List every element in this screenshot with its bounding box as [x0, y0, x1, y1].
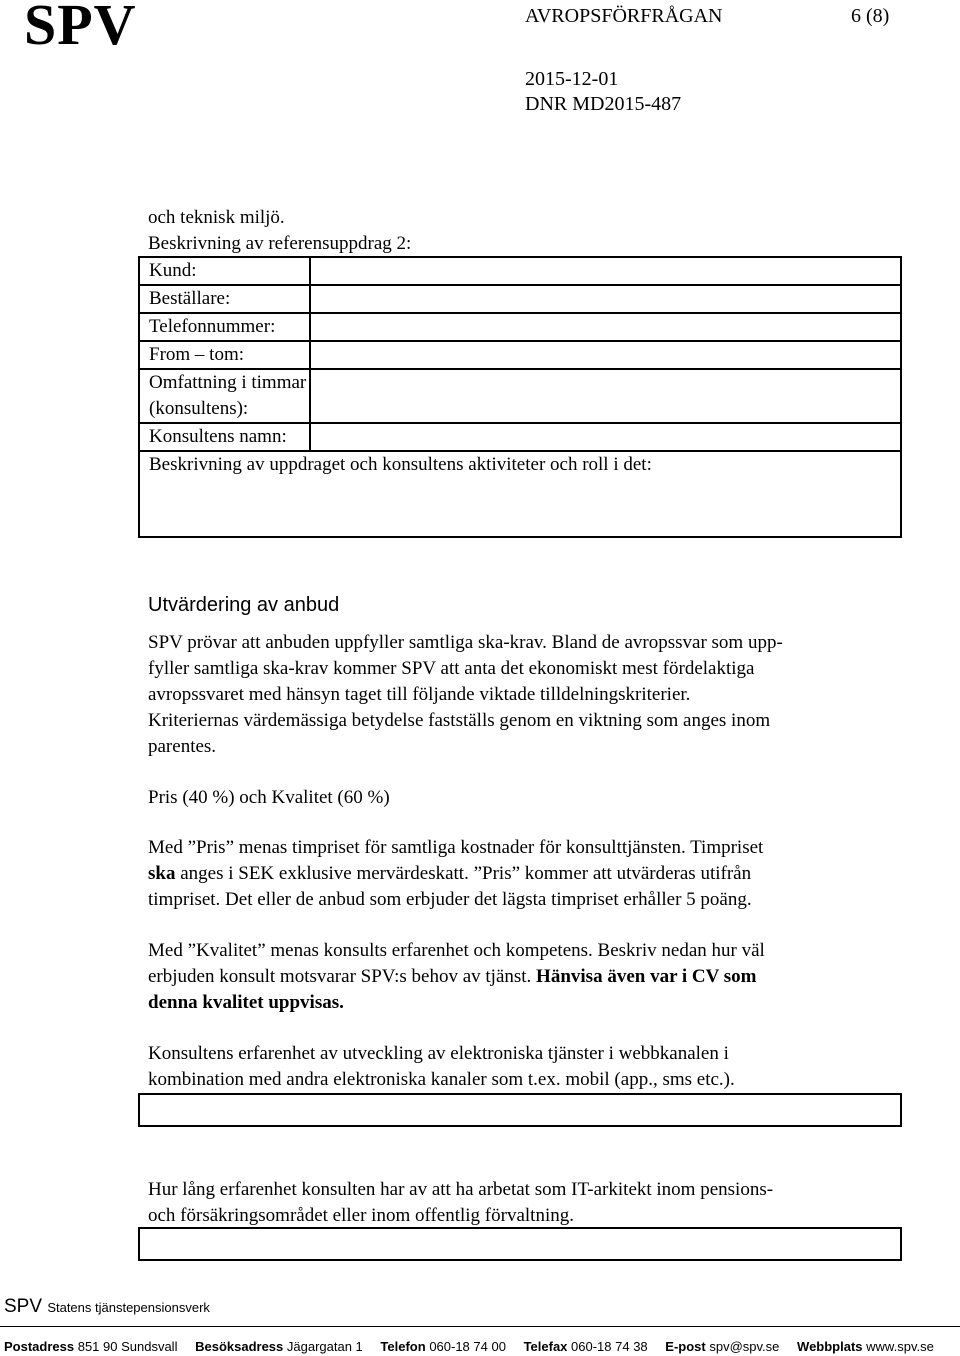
label-bestallare: Beställare: — [139, 285, 310, 313]
paragraph-line — [148, 861, 763, 887]
email-link[interactable]: spv@spv.se — [709, 1339, 780, 1354]
spv-logo: SPV — [24, 0, 137, 57]
input-bestallare[interactable] — [310, 285, 901, 313]
table-row — [139, 257, 901, 285]
paragraph-line: Hur lång erfarenhet konsulten har av att ha arbetat som IT-arkitekt inom pensions- — [148, 1179, 774, 1200]
paragraph-line: Kriteriernas värdemässiga betydelse fastställs genom en viktning som anges inom — [148, 710, 771, 731]
visit-label: Besöksadress — [195, 1339, 284, 1354]
answer-box-it-architect[interactable] — [138, 1227, 902, 1261]
emphasis-text: Hänvisa även var i CV som — [536, 966, 757, 987]
paragraph-line: fyller samtliga ska-krav kommer SPV att anta det ekonomiskt mest fördelaktiga — [148, 658, 755, 679]
postal-address: 851 90 Sundsvall — [77, 1339, 178, 1354]
label-konsultens-namn: Konsultens namn: — [139, 423, 310, 451]
question-experience-web — [148, 1041, 735, 1093]
document-type: AVROPSFÖRFRÅGAN — [525, 5, 723, 27]
label-from-tom: From – tom: — [139, 341, 310, 369]
evaluation-paragraph — [148, 630, 783, 760]
question-experience-it-architect — [148, 1177, 773, 1229]
description-label: Beskrivning av uppdraget och konsultens aktiviteter och roll i det: — [149, 454, 652, 475]
criteria-weights: Pris (40 %) och Kvalitet (60 %) — [148, 787, 390, 808]
table-row — [139, 313, 901, 341]
document-date: 2015-12-01 — [525, 68, 619, 90]
input-from-tom[interactable] — [310, 341, 901, 369]
input-telefonnummer[interactable] — [310, 313, 901, 341]
paragraph-line: kombination med andra elektroniska kanaler som t.ex. mobil (app., sms etc.). — [148, 1069, 735, 1090]
paragraph-line — [148, 964, 765, 990]
page-number: 6 (8) — [851, 5, 890, 27]
paragraph-line: timpriset. Det eller de anbud som erbjuder det lägsta timpriset erhåller 5 poäng. — [148, 889, 752, 910]
footer-divider — [0, 1326, 960, 1327]
paragraph-line: avropssvaret med hänsyn taget till följande viktade tilldelningskriterier. — [148, 684, 691, 705]
emphasis-ska: ska — [148, 863, 176, 884]
fax-number: 060-18 74 38 — [571, 1339, 648, 1354]
web-label: Webbplats — [797, 1339, 863, 1354]
input-omfattning[interactable] — [310, 369, 901, 423]
answer-box-web-experience[interactable] — [138, 1093, 902, 1127]
email-label: E-post — [665, 1339, 706, 1354]
paragraph-line: Med ”Pris” menas timpriset för samtliga kostnader för konsulttjänsten. Timpriset — [148, 837, 764, 858]
postal-label: Postadress — [4, 1339, 75, 1354]
visit-address: Jägargatan 1 — [286, 1339, 363, 1354]
paragraph-text: erbjuden konsult motsvarar SPV:s behov av tjänst. — [148, 966, 537, 987]
input-kund[interactable] — [310, 257, 901, 285]
emphasis-text: denna kvalitet uppvisas. — [148, 992, 344, 1013]
table-row — [139, 341, 901, 369]
paragraph-line: SPV prövar att anbuden uppfyller samtliga ska-krav. Bland de avropssvar som upp- — [148, 632, 783, 653]
label-kund: Kund: — [139, 257, 310, 285]
input-konsultens-namn[interactable] — [310, 423, 901, 451]
quality-paragraph — [148, 938, 765, 1016]
phone-label: Telefon — [380, 1339, 426, 1354]
description-field[interactable] — [139, 451, 901, 537]
document-dnr: DNR MD2015-487 — [525, 93, 682, 115]
website-link[interactable]: www.spv.se — [866, 1339, 934, 1354]
footer-contact — [4, 1339, 934, 1355]
phone-number: 060-18 74 00 — [429, 1339, 506, 1354]
paragraph-line: Konsultens erfarenhet av utveckling av elektroniska tjänster i webbkanalen i — [148, 1043, 729, 1064]
table-row — [139, 451, 901, 537]
reference-title: Beskrivning av referensuppdrag 2: — [148, 233, 412, 254]
label-omfattning: Omfattning i timmar (konsultens): — [139, 369, 310, 423]
label-telefonnummer: Telefonnummer: — [139, 313, 310, 341]
paragraph-line — [148, 990, 765, 1016]
org-abbreviation: SPV — [4, 1296, 43, 1317]
table-row — [139, 369, 901, 423]
paragraph-text: anges i SEK exklusive mervärdeskatt. ”Pris” kommer att utvärderas utifrån — [175, 863, 752, 884]
reference-table — [138, 256, 902, 538]
fax-label: Telefax — [523, 1339, 568, 1354]
footer-organization — [4, 1295, 210, 1320]
paragraph-line: parentes. — [148, 736, 217, 757]
section-heading: Utvärdering av anbud — [148, 594, 340, 616]
table-row — [139, 285, 901, 313]
price-paragraph — [148, 835, 763, 913]
paragraph-line: och försäkringsområdet eller inom offentlig förvaltning. — [148, 1205, 574, 1226]
org-name: Statens tjänstepensionsverk — [47, 1300, 210, 1315]
paragraph-line: Med ”Kvalitet” menas konsults erfarenhet och kompetens. Beskriv nedan hur väl — [148, 940, 765, 961]
table-row — [139, 423, 901, 451]
continuation-text: och teknisk miljö. — [148, 207, 285, 228]
